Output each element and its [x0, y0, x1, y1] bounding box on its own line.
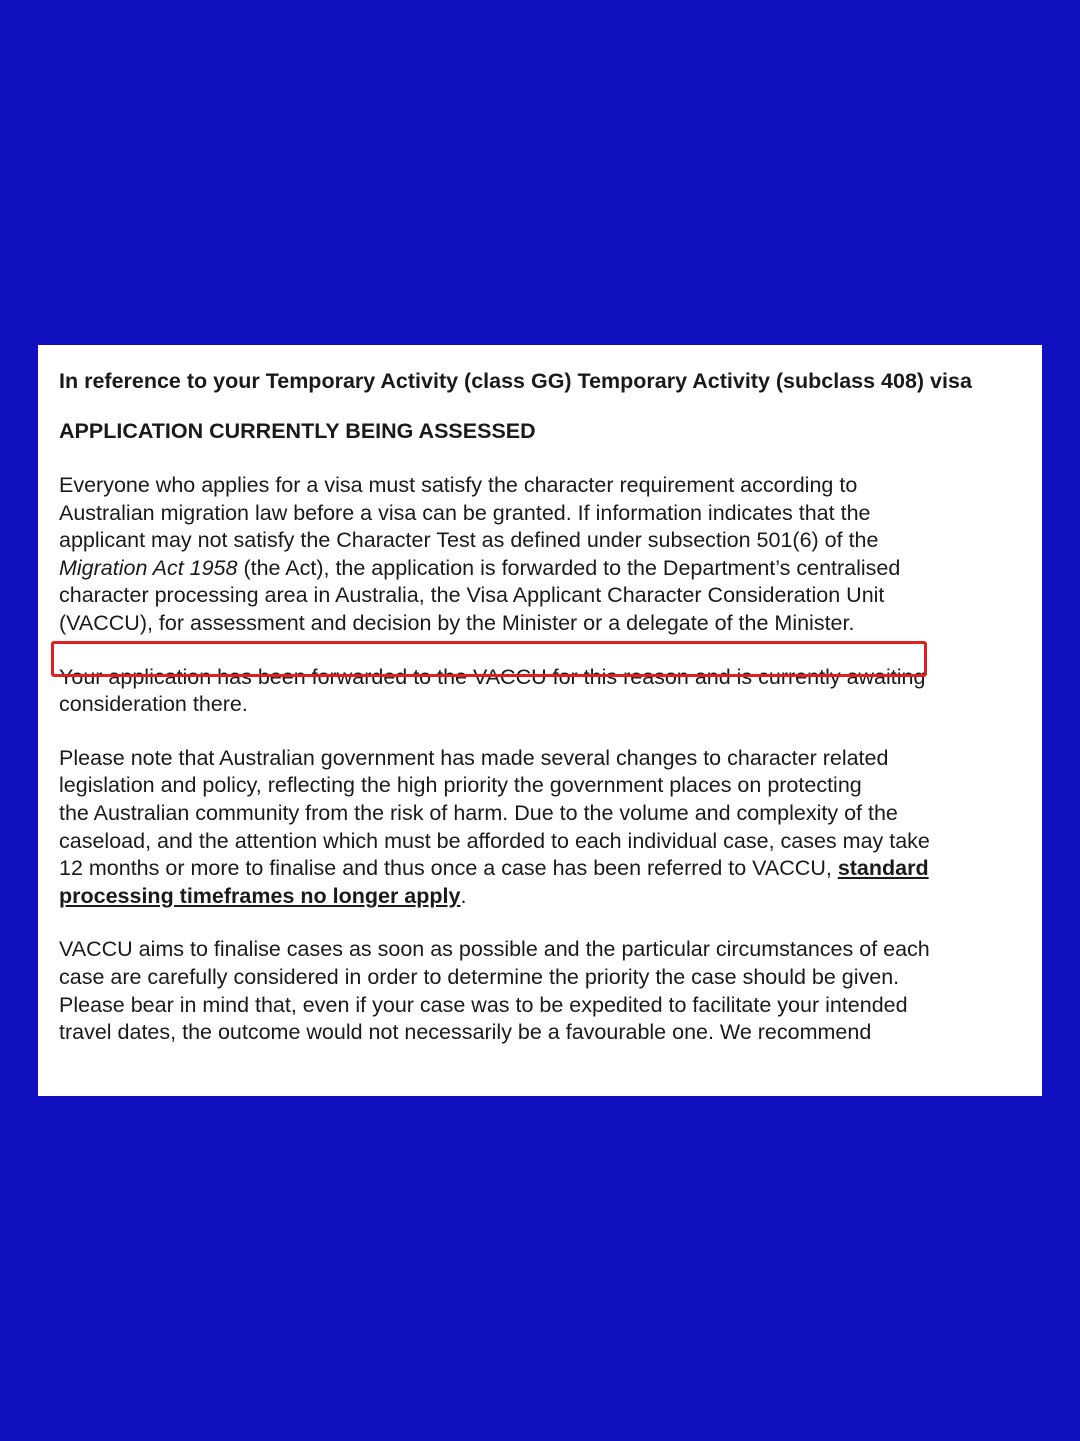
text-line: Your application has been forwarded to the VACCU for this reason and is currently awaiting — [59, 664, 926, 689]
text-line: case are carefully considered in order to determine the priority the case should be given. — [59, 964, 900, 989]
text-segment: (the Act), the application is forwarded to the Department’s centralised — [237, 555, 901, 580]
text-line: applicant may not satisfy the Character Test as defined under subsection 501(6) of the — [59, 528, 879, 553]
text-line: Australian migration law before a visa can be granted. If information indicates that the — [59, 500, 871, 525]
text-line: consideration there. — [59, 692, 248, 717]
act-name: Migration Act 1958 — [59, 555, 238, 580]
status-heading: APPLICATION CURRENTLY BEING ASSESSED — [59, 419, 536, 443]
text-line: the Australian community from the risk of harm. Due to the volume and complexity of the — [59, 800, 898, 825]
text-line: VACCU aims to finalise cases as soon as possible and the particular circumstances of each — [59, 937, 930, 962]
reference-title: In reference to your Temporary Activity (class GG) Temporary Activity (subclass 408) visa — [59, 369, 972, 393]
letter-document — [38, 345, 1042, 1096]
text-line: Please note that Australian government has made several changes to character related — [59, 745, 889, 770]
paragraph-character-requirement — [59, 472, 1022, 638]
paragraph-policy-changes — [59, 745, 1022, 911]
text-line: travel dates, the outcome would not necessarily be a favourable one. We recommend — [59, 1020, 872, 1045]
text-segment: . — [460, 883, 467, 908]
text-line: Everyone who applies for a visa must satisfy the character requirement according to — [59, 473, 858, 497]
paragraph-vaccu-aims — [59, 936, 1022, 1046]
paragraph-forwarded — [59, 664, 1022, 719]
timeframes-emphasis: standard — [837, 856, 929, 881]
timeframes-emphasis: processing timeframes no longer apply — [59, 883, 461, 908]
text-segment: 12 months or more to finalise and thus once a case has been referred to VACCU, — [59, 856, 838, 881]
text-line — [59, 883, 1022, 911]
text-line — [59, 855, 1022, 883]
text-line: character processing area in Australia, the Visa Applicant Character Consideration Unit — [59, 583, 885, 608]
text-line: legislation and policy, reflecting the high priority the government places on protecting — [59, 773, 862, 798]
text-line — [59, 555, 1022, 583]
highlighted-text-line: (VACCU), for assessment and decision by the Minister or a delegate of the Minister. — [59, 610, 855, 635]
text-line: Please bear in mind that, even if your case was to be expedited to facilitate your intended — [59, 992, 908, 1017]
text-line: caseload, and the attention which must be afforded to each individual case, cases may take — [59, 828, 930, 853]
